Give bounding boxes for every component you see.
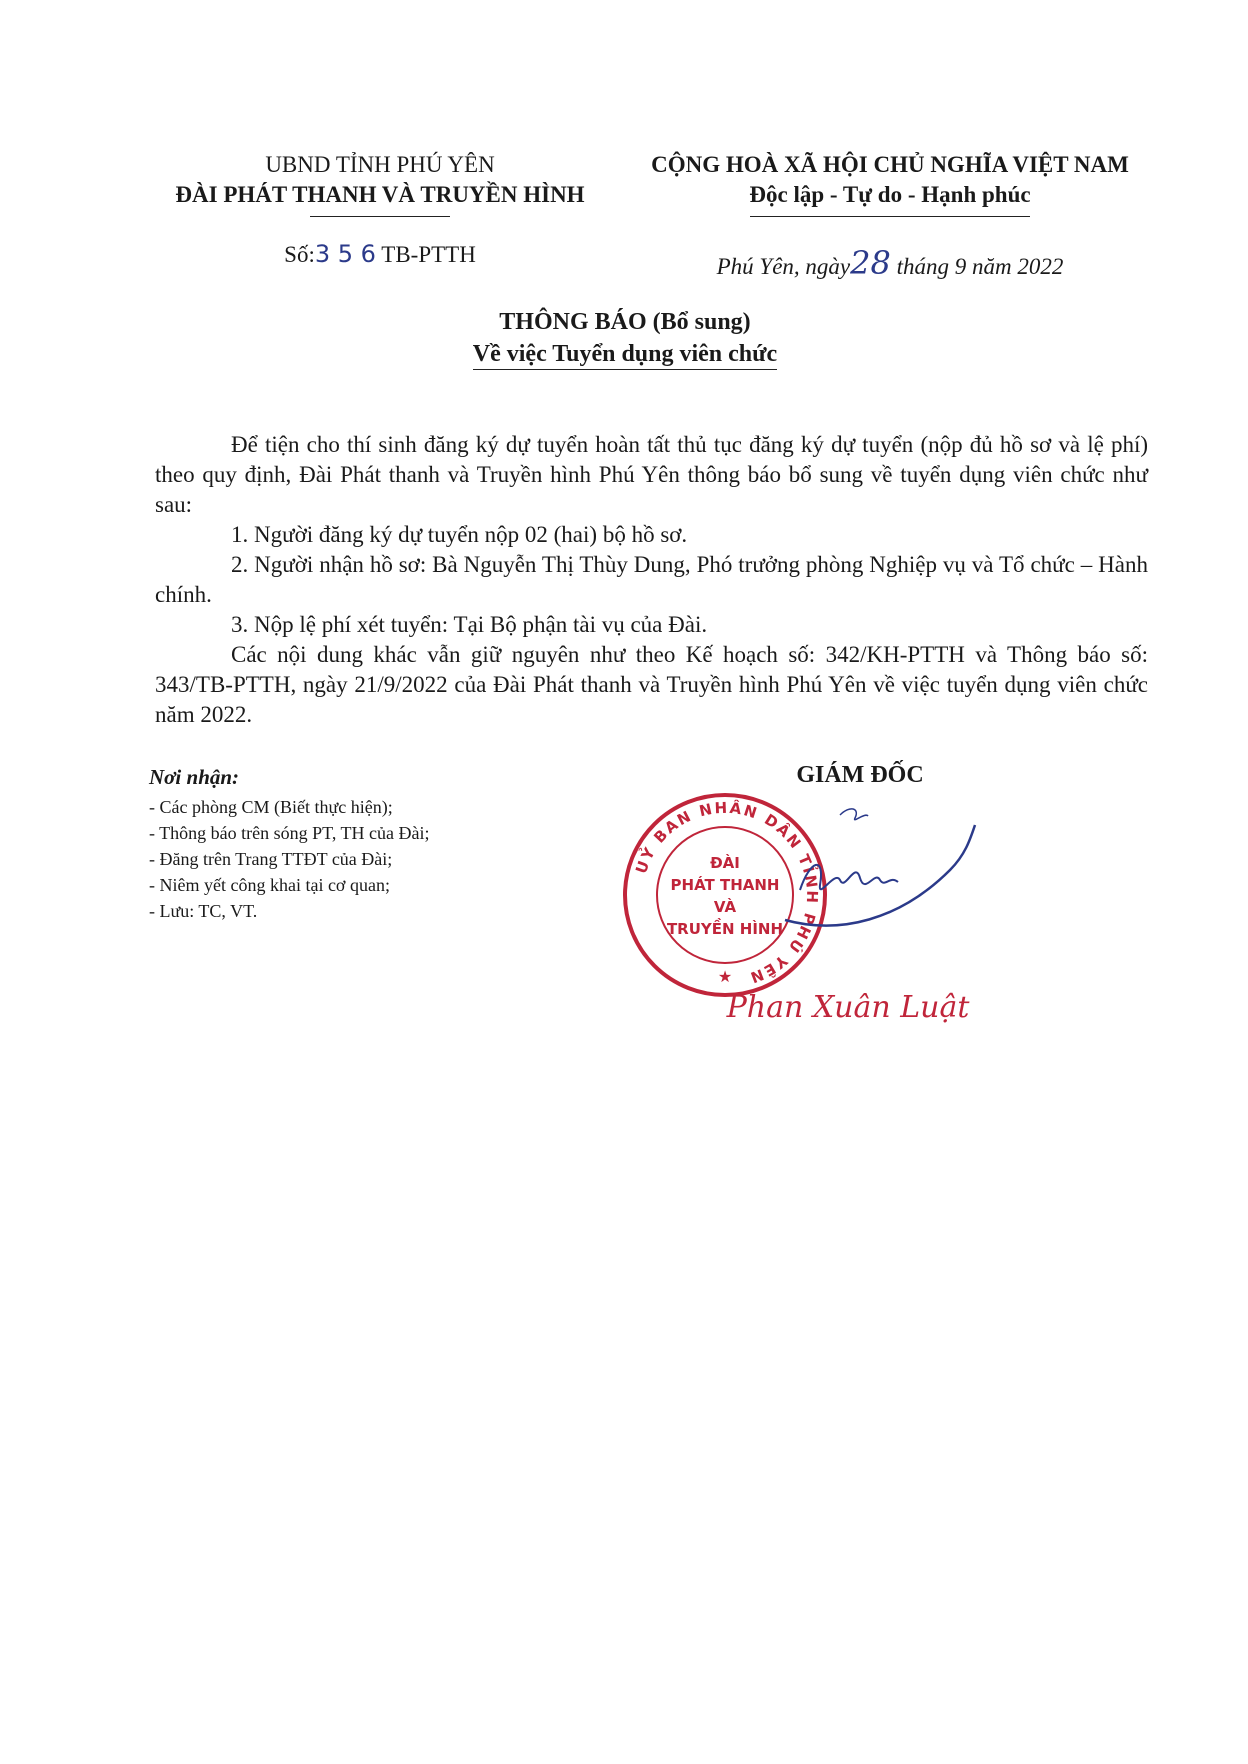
number-prefix: Số: xyxy=(284,242,315,267)
agency-name: ĐÀI PHÁT THANH VÀ TRUYỀN HÌNH xyxy=(175,182,585,207)
signer-position: GIÁM ĐỐC xyxy=(796,762,924,788)
list-item: 1. Người đăng ký dự tuyển nộp 02 (hai) bộ hồ sơ. xyxy=(231,522,688,547)
list-item: 2. Người nhận hồ sơ: Bà Nguyễn Thị Thùy Dung, Phó trưởng phòng Nghiệp vụ và Tổ chức – Hành chính. xyxy=(155,552,1148,607)
recipients-title: Nơi nhận: xyxy=(149,765,240,789)
document-title: THÔNG BÁO (Bổ sung) xyxy=(499,309,751,335)
subject-text: Về việc Tuyển dụng viên chức xyxy=(473,341,777,370)
agency-parent: UBND TỈNH PHÚ YÊN xyxy=(265,152,495,177)
recipient-item: - Thông báo trên sóng PT, TH của Đài; xyxy=(149,823,430,843)
country-name: CỘNG HOÀ XÃ HỘI CHỦ NGHĨA VIỆT NAM xyxy=(651,152,1129,177)
signature-icon xyxy=(780,800,980,950)
motto-underline xyxy=(750,216,1030,217)
national-motto xyxy=(620,150,1160,217)
intro-paragraph: Để tiện cho thí sinh đăng ký dự tuyển hoàn tất thủ tục đăng ký dự tuyển (nộp đủ hồ sơ và lệ phí) theo quy định, Đài Phát thanh và Truyền hình Phú Yên thông báo bổ sung về tuyển dụng viên chức như sau: xyxy=(155,432,1148,517)
signer-name: Phan Xuân Luật xyxy=(726,990,970,1025)
date-day-handwritten: 28 xyxy=(850,244,891,282)
number-handwritten: 3 5 6 xyxy=(314,240,376,268)
date-suffix: tháng 9 năm 2022 xyxy=(896,254,1064,279)
recipient-item: - Niêm yết công khai tại cơ quan; xyxy=(149,875,390,895)
issuing-agency xyxy=(130,150,630,217)
document-subject xyxy=(250,339,1000,369)
stamp-inner-line: PHÁT THANH xyxy=(670,876,780,894)
stamp-inner-line: TRUYỀN HÌNH xyxy=(666,920,784,938)
recipient-item: - Đăng trên Trang TTĐT của Đài; xyxy=(149,849,393,869)
document-body xyxy=(155,430,1148,730)
stamp-star-icon: ★ xyxy=(717,969,733,986)
issue-date xyxy=(620,244,1160,282)
closing-paragraph: Các nội dung khác vẫn giữ nguyên như theo Kế hoạch số: 342/KH-PTTH và Thông báo số: 343/TB-PTTH, ngày 21/9/2022 của Đài Phát thanh và Truyền hình Phú Yên về việc tuyển dụng viên chức năm 2022. xyxy=(155,642,1148,727)
recipient-item: - Các phòng CM (Biết thực hiện); xyxy=(149,797,393,817)
date-prefix: Phú Yên, ngày xyxy=(716,254,851,279)
number-suffix: TB-PTTH xyxy=(381,242,476,267)
document-number xyxy=(130,240,630,268)
stamp-inner-line: ĐÀI xyxy=(710,854,740,872)
stamp-outer-text: UỶ BAN NHÂN DÂN TỈNH PHÚ YÊN xyxy=(632,798,822,988)
signer-name-block xyxy=(718,990,978,1025)
recipients-list xyxy=(149,765,619,924)
recipient-item: - Lưu: TC, VT. xyxy=(149,901,258,921)
stamp-inner-line: VÀ xyxy=(713,898,737,916)
motto: Độc lập - Tự do - Hạnh phúc xyxy=(749,182,1031,207)
list-item: 3. Nộp lệ phí xét tuyển: Tại Bộ phận tài vụ của Đài. xyxy=(231,612,708,637)
agency-underline xyxy=(310,216,450,217)
title-block xyxy=(250,305,1000,369)
